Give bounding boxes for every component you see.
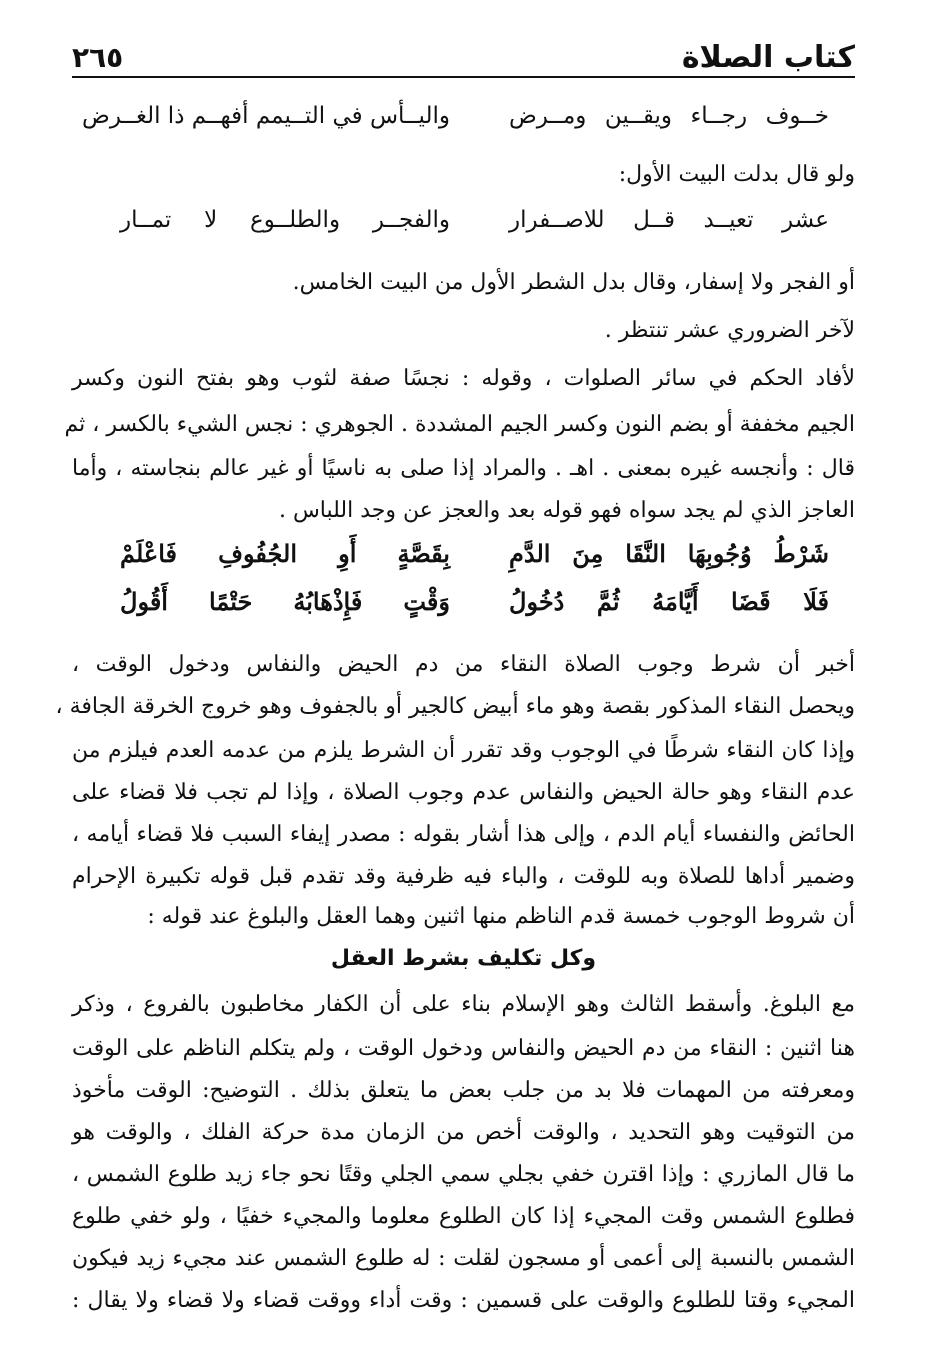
verse-3-first-hemistich: شَرْطُ وُجُوبِهَا النَّقَا مِنَ الدَّمِ — [509, 539, 829, 568]
paragraph-line: أن شروط الوجوب خمسة قدم الناظم منها اثنين وهما العقل والبلوغ عند قوله : — [147, 904, 855, 929]
paragraph-line: ولو قال بدلت البيت الأول: — [618, 162, 855, 187]
paragraph-line: ما قال المازري : وإذا اقترن خفي بجلي سمي الجلي وقتًا نحو جاء زيد طلوع الشمس ، — [72, 1162, 855, 1187]
paragraph-line: أو الفجر ولا إسفار، وقال بدل الشطر الأول من البيت الخامس. — [292, 270, 855, 295]
paragraph-line: وإذا كان النقاء شرطًا في الوجوب وقد تقرر أن الشرط يلزم من عدمه العدم فيلزم من — [72, 738, 855, 763]
page-number: ٢٦٥ — [72, 41, 124, 74]
paragraph-line: عدم النقاء وهو حالة الحيض والنفاس عدم وجوب الصلاة ، وإذا لم تجب فلا قضاء على — [72, 780, 855, 805]
running-title: كتاب الصلاة — [681, 40, 855, 75]
paragraph-line: لآخر الضروري عشر تنتظر . — [604, 318, 855, 343]
paragraph-line: وضمير أداها للصلاة وبه للوقت ، والباء فيه ظرفية وقد تقدم قبل قوله تكبيرة الإحرام — [72, 864, 855, 889]
paragraph-line: العاجز الذي لم يجد سواه فهو قوله بعد والعجز عن وجد اللباس . — [278, 498, 855, 523]
page-header — [72, 30, 855, 78]
verse-1-second-hemistich: واليــأس في التــيمم أفهــم ذا الغــرض — [82, 103, 450, 129]
paragraph-line: فطلوع الشمس وقت المجيء إذا كان الطلوع معلوما والمجيء خفيًا ، ولو خفي طلوع — [72, 1204, 855, 1229]
paragraph-line: لأفاد الحكم في سائر الصلوات ، وقوله : نجسًا صفة لثوب وهو بفتح النون وكسر — [72, 366, 855, 391]
paragraph-line: هنا اثنين : النقاء من دم الحيض والنفاس ودخول الوقت ، ولم يتكلم الناظم على الوقت — [72, 1036, 855, 1061]
paragraph-line: الشمس بالنسبة إلى أعمى أو مسجون لقلت : له طلوع الشمس عند مجيء زيد فيكون — [72, 1246, 855, 1271]
paragraph-line: ويحصل النقاء المذكور بقصة وهو ماء أبيض كالجير أو بالجفوف وهو خروج الخرقة الجافة ، — [55, 694, 855, 719]
paragraph-line: قال : وأنجسه غيره بمعنى . اهـ . والمراد إذا صلى به ناسيًا أو غير عالم بنجاسته ، وأما — [72, 456, 855, 481]
paragraph-line: أخبر أن شرط وجوب الصلاة النقاء من دم الحيض والنفاس ودخول الوقت ، — [72, 652, 855, 677]
paragraph-line: مع البلوغ. وأسقط الثالث وهو الإسلام بناء على أن الكفار مخاطبون بالفروع ، وذكر — [72, 992, 855, 1017]
paragraph-line: الحائض والنفساء أيام الدم ، وإلى هذا أشار بقوله : مصدر إيفاء السبب فلا قضاء أيامه ، — [72, 822, 855, 847]
verse-4-second-hemistich: وَقْتٍ فَإِذْهَابُهُ حَتْمًا أَقُولُ — [120, 587, 450, 616]
verse-2-second-hemistich: والفجــر والطلــوع لا تمــار — [120, 207, 450, 233]
paragraph-line: الجيم مخففة أو بضم النون وكسر الجيم المشددة . الجوهري : نجس الشيء بالكسر ، ثم — [64, 412, 855, 437]
verse-1-first-hemistich: خــوف رجــاء ويقــين ومــرض — [509, 103, 829, 129]
paragraph-line: ومعرفته من المهمات فلا بد من جلب بعض ما يتعلق بذلك . التوضيح: الوقت مأخوذ — [72, 1078, 855, 1103]
verse-2-first-hemistich: عشر تعيــد قــل للاصــفرار — [509, 207, 829, 233]
paragraph-line: المجيء وقتا للطلوع والوقت على قسمين : وقت أداء ووقت قضاء ولا قضاء ولا يقال : — [72, 1288, 855, 1313]
verse-3-second-hemistich: بِقَصَّةٍ أَوِ الجُفُوفِ فَاعْلَمْ — [120, 539, 450, 568]
section-heading: وكل تكليف بشرط العقل — [330, 946, 597, 971]
verse-4-first-hemistich: فَلَا قَضَا أَيَّامَهُ ثُمَّ دُخُولُ — [509, 587, 829, 616]
paragraph-line: من التوقيت وهو التحديد ، والوقت أخص من الزمان مدة حركة الفلك ، والوقت هو — [72, 1120, 855, 1145]
